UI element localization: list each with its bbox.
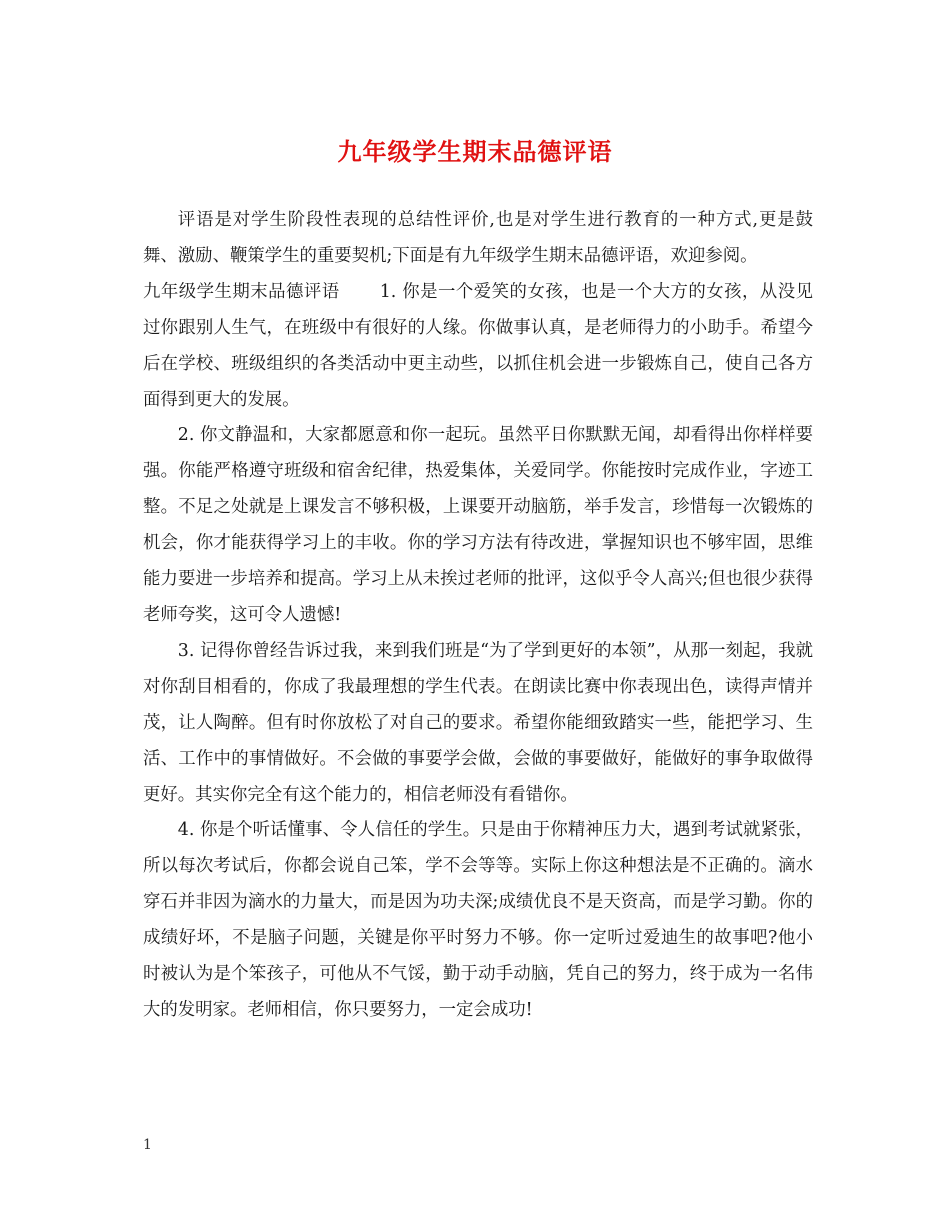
comment-text-1: 1. 你是一个爱笑的女孩，也是一个大方的女孩，从没见过你跟别人生气，在班级中有很好的人缘。你做事认真，是老师得力的小助手。希望今后在学校、班级组织的各类活动中更主动些，以抓住机会进一步锻炼自己，使自己各方面得到更大的发展。 xyxy=(143,281,813,410)
comment-paragraph-3: 3. 记得你曾经告诉过我，来到我们班是“为了学到更好的本领”，从那一刻起，我就对你刮目相看的，你成了我最理想的学生代表。在朗读比赛中你表现出色，读得声情并茂，让人陶醉。但有时你放松了对自己的要求。希望你能细致踏实一些，能把学习、生活、工作中的事情做好。不会做的事要学会做，会做的事要做好，能做好的事争取做得更好。其实你完全有这个能力的，相信老师没有看错你。 xyxy=(143,640,813,805)
section-heading: 九年级学生期末品德评语 xyxy=(143,281,340,302)
intro-paragraph: 评语是对学生阶段性表现的总结性评价,也是对学生进行教育的一种方式,更是鼓舞、激励、鞭策学生的重要契机;下面是有九年级学生期末品德评语，欢迎参阅。 xyxy=(143,210,813,266)
comment-paragraph-2: 2. 你文静温和，大家都愿意和你一起玩。虽然平日你默默无闻，却看得出你样样要强。你能严格遵守班级和宿舍纪律，热爱集体，关爱同学。你能按时完成作业，字迹工整。不足之处就是上课发言不够积极，上课要开动脑筋，举手发言，珍惜每一次锻炼的机会，你才能获得学习上的丰收。你的学习方法有待改进，掌握知识也不够牢固，思维能力要进一步培养和提高。学习上从未挨过老师的批评，这似乎令人高兴;但也很少获得老师夸奖，这可令人遗憾! xyxy=(143,425,813,625)
document-title: 九年级学生期末品德评语 xyxy=(337,137,613,166)
document-body xyxy=(143,203,813,1029)
page-number: 1 xyxy=(143,1137,152,1153)
comment-paragraph-4: 4. 你是个听话懂事、令人信任的学生。只是由于你精神压力大，遇到考试就紧张，所以每次考试后，你都会说自己笨，学不会等等。实际上你这种想法是不正确的。滴水穿石并非因为滴水的力量大，而是因为功夫深;成绩优良不是天资高，而是学习勤。你的成绩好坏，不是脑子问题，关键是你平时努力不够。你一定听过爱迪生的故事吧?他小时被认为是个笨孩子，可他从不气馁，勤于动手动脑，凭自己的努力，终于成为一名伟大的发明家。老师相信，你只要努力，一定会成功! xyxy=(143,820,813,1020)
comment-paragraph-1 xyxy=(143,275,813,419)
